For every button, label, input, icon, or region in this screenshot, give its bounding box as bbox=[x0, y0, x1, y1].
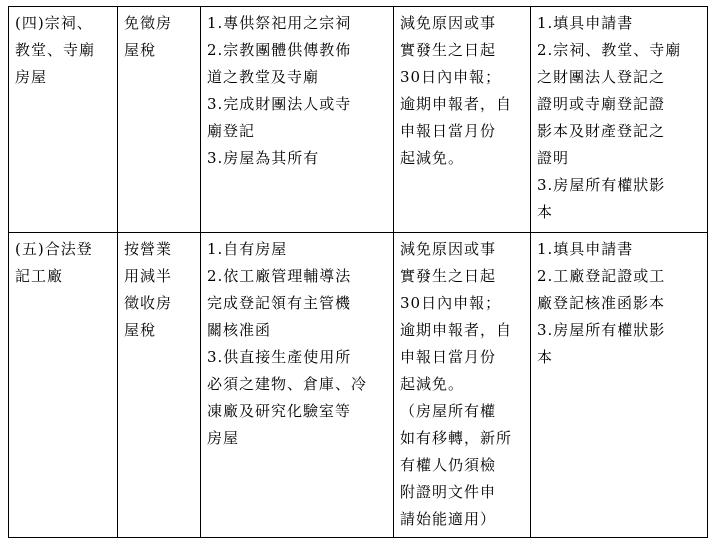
table-row bbox=[9, 233, 708, 538]
conditions-line: 3.房屋為其所有 bbox=[207, 149, 320, 167]
relief-line: 徵收房 bbox=[124, 294, 173, 312]
deadline-line: 減免原因或事 bbox=[400, 240, 497, 258]
conditions-cell bbox=[201, 7, 394, 233]
tax-relief-table bbox=[8, 6, 708, 538]
relief-line: 用減半 bbox=[124, 267, 173, 285]
category-line: (五)合法登 bbox=[15, 240, 93, 258]
relief-line: 免徵房 bbox=[124, 14, 173, 32]
deadline-line: 起減免。 bbox=[400, 149, 465, 167]
documents-line: 1.填具申請書 bbox=[537, 240, 634, 258]
conditions-line: 1.專供祭祀用之宗祠 bbox=[207, 14, 352, 32]
documents-line: 3.房屋所有權狀影 bbox=[537, 321, 666, 339]
documents-line: 廠登記核准函影本 bbox=[537, 294, 666, 312]
documents-cell bbox=[531, 7, 708, 233]
relief-cell bbox=[118, 233, 201, 538]
documents-line: 證明或寺廟登記證 bbox=[537, 95, 666, 113]
conditions-line: 房屋 bbox=[207, 429, 240, 447]
documents-line: 2.宗祠、教堂、寺廟 bbox=[537, 41, 682, 59]
conditions-line: 1.自有房屋 bbox=[207, 240, 288, 258]
deadline-line: 減免原因或事 bbox=[400, 14, 497, 32]
deadline-line: 實發生之日起 bbox=[400, 41, 497, 59]
deadline-line: 起減免。 bbox=[400, 375, 465, 393]
documents-line: 證明 bbox=[537, 149, 570, 167]
documents-line: 本 bbox=[537, 348, 554, 366]
documents-line: 本 bbox=[537, 203, 554, 221]
documents-line: 之財團法人登記之 bbox=[537, 68, 666, 86]
deadline-line: （房屋所有權 bbox=[400, 402, 497, 420]
deadline-line: 有權人仍須檢 bbox=[400, 456, 497, 474]
conditions-line: 關核准函 bbox=[207, 321, 272, 339]
conditions-line: 2.依工廠管理輔導法 bbox=[207, 267, 352, 285]
table-row bbox=[9, 7, 708, 233]
documents-line: 2.工廠登記證或工 bbox=[537, 267, 666, 285]
deadline-cell bbox=[394, 7, 531, 233]
category-line: 房屋 bbox=[15, 68, 48, 86]
category-cell bbox=[9, 7, 118, 233]
documents-line: 1.填具申請書 bbox=[537, 14, 634, 32]
conditions-line: 廟登記 bbox=[207, 122, 256, 140]
category-line: 記工廠 bbox=[15, 267, 64, 285]
conditions-line: 3.供直接生產使用所 bbox=[207, 348, 352, 366]
deadline-line: 30日內申報； bbox=[400, 294, 502, 312]
documents-line: 3.房屋所有權狀影 bbox=[537, 176, 666, 194]
deadline-line: 逾期申報者，自 bbox=[400, 95, 513, 113]
deadline-line: 附證明文件申 bbox=[400, 483, 497, 501]
deadline-line: 申報日當月份 bbox=[400, 348, 497, 366]
conditions-line: 3.完成財團法人或寺 bbox=[207, 95, 352, 113]
conditions-cell bbox=[201, 233, 394, 538]
documents-cell bbox=[531, 233, 708, 538]
conditions-line: 2.宗教團體供傳教佈 bbox=[207, 41, 352, 59]
category-cell bbox=[9, 233, 118, 538]
relief-line: 按營業 bbox=[124, 240, 173, 258]
conditions-line: 完成登記領有主管機 bbox=[207, 294, 352, 312]
relief-line: 屋稅 bbox=[124, 41, 157, 59]
deadline-line: 30日內申報； bbox=[400, 68, 502, 86]
deadline-line: 逾期申報者，自 bbox=[400, 321, 513, 339]
relief-cell bbox=[118, 7, 201, 233]
documents-line: 影本及財產登記之 bbox=[537, 122, 666, 140]
deadline-line: 請始能適用） bbox=[400, 510, 497, 528]
deadline-cell bbox=[394, 233, 531, 538]
deadline-line: 如有移轉，新所 bbox=[400, 429, 513, 447]
conditions-line: 道之教堂及寺廟 bbox=[207, 68, 320, 86]
conditions-line: 必須之建物、倉庫、冷 bbox=[207, 375, 368, 393]
relief-line: 屋稅 bbox=[124, 321, 157, 339]
deadline-line: 申報日當月份 bbox=[400, 122, 497, 140]
category-line: (四)宗祠、 bbox=[15, 14, 93, 32]
conditions-line: 凍廠及研究化驗室等 bbox=[207, 402, 352, 420]
category-line: 教堂、寺廟 bbox=[15, 41, 96, 59]
deadline-line: 實發生之日起 bbox=[400, 267, 497, 285]
